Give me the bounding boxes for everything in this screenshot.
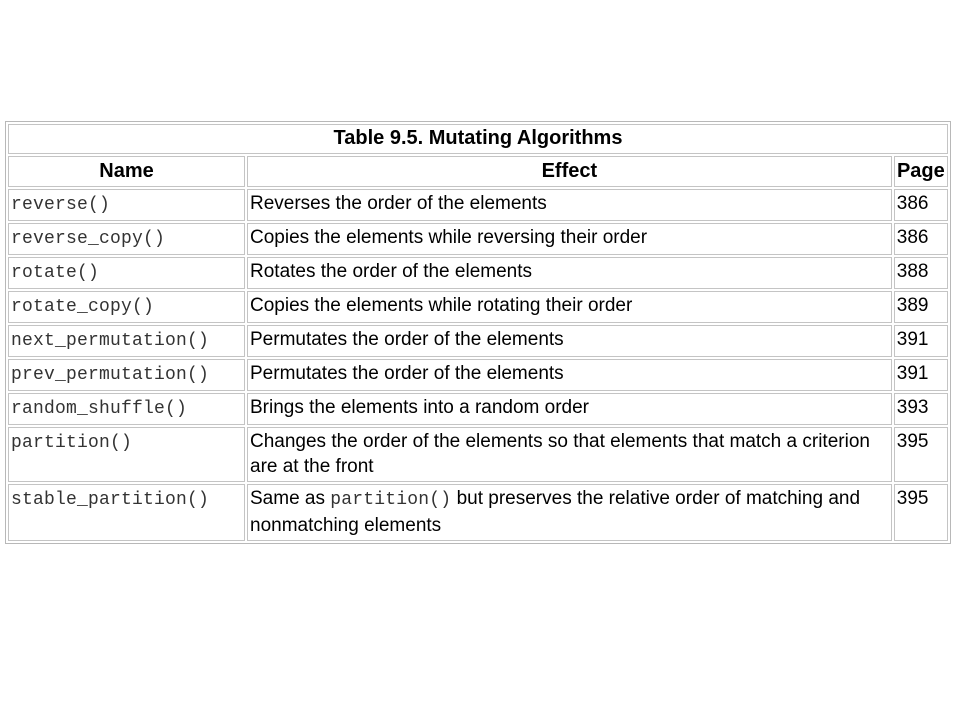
algorithm-name-cell	[8, 189, 245, 221]
algorithm-name-cell	[8, 257, 245, 289]
algorithm-name-cell	[8, 223, 245, 255]
mutating-algorithms-table	[5, 121, 951, 544]
algorithm-page: 388	[894, 257, 948, 289]
algorithm-effect: Changes the order of the elements so that elements that match a criterion are at the front	[247, 427, 892, 482]
algorithm-page: 391	[894, 325, 948, 357]
effect-text-post: but preserves the relative order of matching and nonmatching elements	[250, 488, 861, 536]
table-row	[8, 257, 948, 289]
algorithm-effect: Reverses the order of the elements	[247, 189, 892, 221]
effect-text-pre: Same as	[250, 488, 331, 509]
algorithm-effect: Brings the elements into a random order	[247, 393, 892, 425]
algorithm-effect: Copies the elements while rotating their order	[247, 291, 892, 323]
table-row	[8, 189, 948, 221]
header-page: Page	[894, 156, 948, 187]
algorithm-name: partition()	[11, 433, 133, 453]
algorithm-name: reverse()	[11, 195, 111, 215]
algorithm-effect: Permutates the order of the elements	[247, 359, 892, 391]
table-row	[8, 427, 948, 482]
algorithm-effect: Copies the elements while reversing their order	[247, 223, 892, 255]
algorithms-table-container	[5, 121, 951, 544]
header-name: Name	[8, 156, 245, 187]
table-caption-row	[8, 124, 948, 154]
algorithm-name-cell	[8, 393, 245, 425]
algorithm-page: 395	[894, 484, 948, 541]
algorithm-effect: Permutates the order of the elements	[247, 325, 892, 357]
algorithm-page: 393	[894, 393, 948, 425]
algorithm-name: random_shuffle()	[11, 399, 188, 419]
table-row	[8, 393, 948, 425]
table-row	[8, 223, 948, 255]
table-row	[8, 359, 948, 391]
algorithm-name-cell	[8, 484, 245, 541]
algorithm-name-cell	[8, 359, 245, 391]
table-header-row	[8, 156, 948, 187]
algorithm-name-cell	[8, 325, 245, 357]
algorithm-name-cell	[8, 291, 245, 323]
algorithm-name: stable_partition()	[11, 490, 210, 510]
header-effect: Effect	[247, 156, 892, 187]
algorithm-page: 386	[894, 189, 948, 221]
algorithm-name: rotate()	[11, 263, 100, 283]
algorithm-page: 386	[894, 223, 948, 255]
effect-inline-code: partition()	[330, 490, 452, 510]
algorithm-page: 395	[894, 427, 948, 482]
algorithm-effect	[247, 484, 892, 541]
algorithm-effect: Rotates the order of the elements	[247, 257, 892, 289]
table-row	[8, 291, 948, 323]
table-row	[8, 325, 948, 357]
algorithm-page: 389	[894, 291, 948, 323]
algorithm-name: reverse_copy()	[11, 229, 166, 249]
algorithm-name-cell	[8, 427, 245, 482]
table-caption: Table 9.5. Mutating Algorithms	[8, 124, 948, 154]
algorithm-page: 391	[894, 359, 948, 391]
algorithm-name: prev_permutation()	[11, 365, 210, 385]
algorithm-name: rotate_copy()	[11, 297, 155, 317]
algorithm-name: next_permutation()	[11, 331, 210, 351]
table-row	[8, 484, 948, 541]
